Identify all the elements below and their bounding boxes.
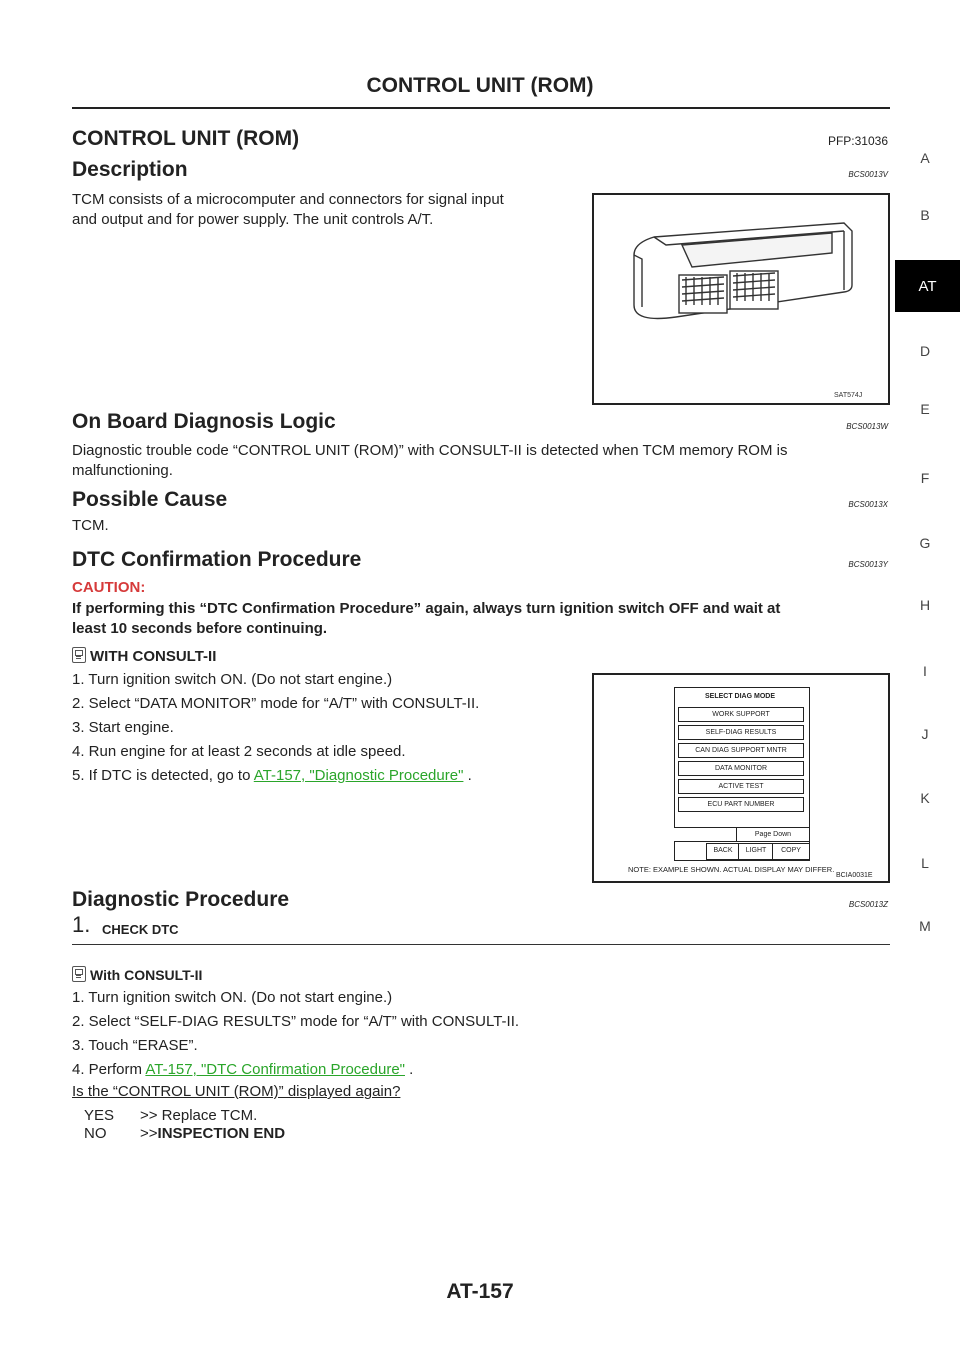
tab-letter-m[interactable]: M — [919, 918, 931, 934]
diagnostic-procedure-link[interactable]: AT-157, "Diagnostic Procedure" — [253, 767, 464, 784]
consult-screen-figure — [592, 673, 890, 883]
menu-work-support[interactable]: WORK SUPPORT — [678, 707, 804, 722]
menu-ecu-part-number[interactable]: ECU PART NUMBER — [678, 797, 804, 812]
step-number: 1. — [72, 912, 91, 937]
description-code: BCS0013V — [848, 170, 888, 179]
obd-logic-heading: On Board Diagnosis Logic — [72, 410, 336, 433]
tab-letter-i[interactable]: I — [923, 663, 927, 679]
dtc-step-3: 3. Start engine. — [72, 719, 174, 736]
inspection-end: INSPECTION END — [157, 1125, 286, 1142]
step-rule — [72, 944, 890, 945]
diag-step-4 — [72, 1060, 413, 1080]
header-rule — [72, 107, 890, 109]
tab-letter-g[interactable]: G — [919, 535, 931, 551]
back-button[interactable]: BACK — [706, 843, 740, 860]
diag-step-4-prefix: 4. Perform — [72, 1061, 146, 1078]
menu-can-diag-support[interactable]: CAN DIAG SUPPORT MNTR — [678, 743, 804, 758]
screen-note: NOTE: EXAMPLE SHOWN. ACTUAL DISPLAY MAY DIFFER. — [628, 865, 835, 874]
no-arrow: >> — [140, 1125, 158, 1142]
copy-button[interactable]: COPY — [772, 843, 810, 860]
tcm-figure-id: SAT574J — [834, 392, 863, 399]
tab-letter-d[interactable]: D — [919, 343, 931, 359]
dtc-confirmation-code: BCS0013Y — [848, 560, 888, 569]
possible-cause-heading: Possible Cause — [72, 488, 228, 511]
with-consult-step-label — [72, 965, 202, 985]
yes-label: YES — [84, 1107, 115, 1124]
diag-step-3: 3. Touch “ERASE”. — [72, 1037, 198, 1054]
dtc-confirmation-link[interactable]: AT-157, "DTC Confirmation Procedure" — [145, 1061, 405, 1078]
pfp-code: PFP:31036 — [827, 134, 888, 148]
light-button[interactable]: LIGHT — [738, 843, 774, 860]
dtc-step-1: 1. Turn ignition switch ON. (Do not start engine.) — [72, 671, 393, 688]
tab-letter-b[interactable]: B — [920, 207, 930, 223]
caution-text-1: If performing this “DTC Confirmation Procedure” again, always turn ignition switch OFF and wait at — [72, 600, 781, 617]
diag-step-2: 2. Select “SELF-DIAG RESULTS” mode for “A/T” with CONSULT-II. — [72, 1013, 520, 1030]
diag-step-1: 1. Turn ignition switch ON. (Do not start engine.) — [72, 989, 393, 1006]
description-text-2: and output and for power supply. The unit controls A/T. — [72, 211, 434, 228]
screen-title: SELECT DIAG MODE — [678, 690, 802, 703]
no-label: NO — [84, 1125, 107, 1142]
page-number: AT-157 — [446, 1280, 514, 1303]
tab-letter-h[interactable]: H — [919, 597, 931, 613]
obd-logic-text-1: Diagnostic trouble code “CONTROL UNIT (ROM)” with CONSULT-II is detected when TCM memory ROM is — [72, 442, 788, 459]
menu-self-diag-results[interactable]: SELF-DIAG RESULTS — [678, 725, 804, 740]
caution-text-2: least 10 seconds before continuing. — [72, 620, 328, 637]
no-text — [140, 1124, 285, 1144]
page-down-button[interactable]: Page Down — [736, 827, 810, 842]
description-heading: Description — [72, 158, 188, 181]
diag-question: Is the “CONTROL UNIT (ROM)” displayed again? — [72, 1083, 401, 1100]
tab-letter-f[interactable]: F — [920, 470, 930, 486]
consult-icon — [72, 647, 86, 663]
possible-cause-text: TCM. — [72, 517, 109, 534]
description-text-1: TCM consists of a microcomputer and connectors for signal input — [72, 191, 504, 208]
tab-letter-j[interactable]: J — [921, 726, 929, 742]
yes-text: >> Replace TCM. — [140, 1107, 258, 1124]
consult-figure-id: BCIA0031E — [836, 872, 873, 879]
dtc-step-5-prefix: 5. If DTC is detected, go to — [72, 767, 254, 784]
dtc-step-2: 2. Select “DATA MONITOR” mode for “A/T” with CONSULT-II. — [72, 695, 480, 712]
menu-active-test[interactable]: ACTIVE TEST — [678, 779, 804, 794]
page-header-title: CONTROL UNIT (ROM) — [366, 74, 594, 97]
diagnostic-procedure-heading: Diagnostic Procedure — [72, 888, 290, 911]
tcm-unit-illustration — [594, 195, 888, 403]
tab-active-at[interactable]: AT — [895, 260, 960, 312]
section-title: CONTROL UNIT (ROM) — [72, 127, 300, 150]
consult-icon-2 — [72, 966, 86, 982]
with-consult-text: WITH CONSULT-II — [90, 648, 217, 665]
step-title: CHECK DTC — [102, 922, 179, 937]
obd-logic-text-2: malfunctioning. — [72, 462, 173, 479]
dtc-step-4: 4. Run engine for at least 2 seconds at idle speed. — [72, 743, 406, 760]
diag-step-4-suffix: . — [405, 1061, 414, 1078]
dtc-step-5-suffix: . — [463, 767, 472, 784]
dtc-confirmation-heading: DTC Confirmation Procedure — [72, 548, 362, 571]
menu-data-monitor[interactable]: DATA MONITOR — [678, 761, 804, 776]
possible-cause-code: BCS0013X — [848, 500, 888, 509]
tcm-figure — [592, 193, 890, 405]
tab-letter-l[interactable]: L — [921, 855, 929, 871]
obd-logic-code: BCS0013W — [846, 422, 888, 431]
tab-letter-a[interactable]: A — [920, 150, 930, 166]
diagnostic-procedure-code: BCS0013Z — [848, 900, 888, 909]
dtc-step-5 — [72, 766, 472, 786]
tab-letter-k[interactable]: K — [920, 790, 930, 806]
caution-label: CAUTION: — [72, 579, 146, 596]
with-consult-step-text: With CONSULT-II — [90, 967, 203, 983]
tab-letter-e[interactable]: E — [920, 401, 930, 417]
with-consult-label — [72, 647, 216, 667]
